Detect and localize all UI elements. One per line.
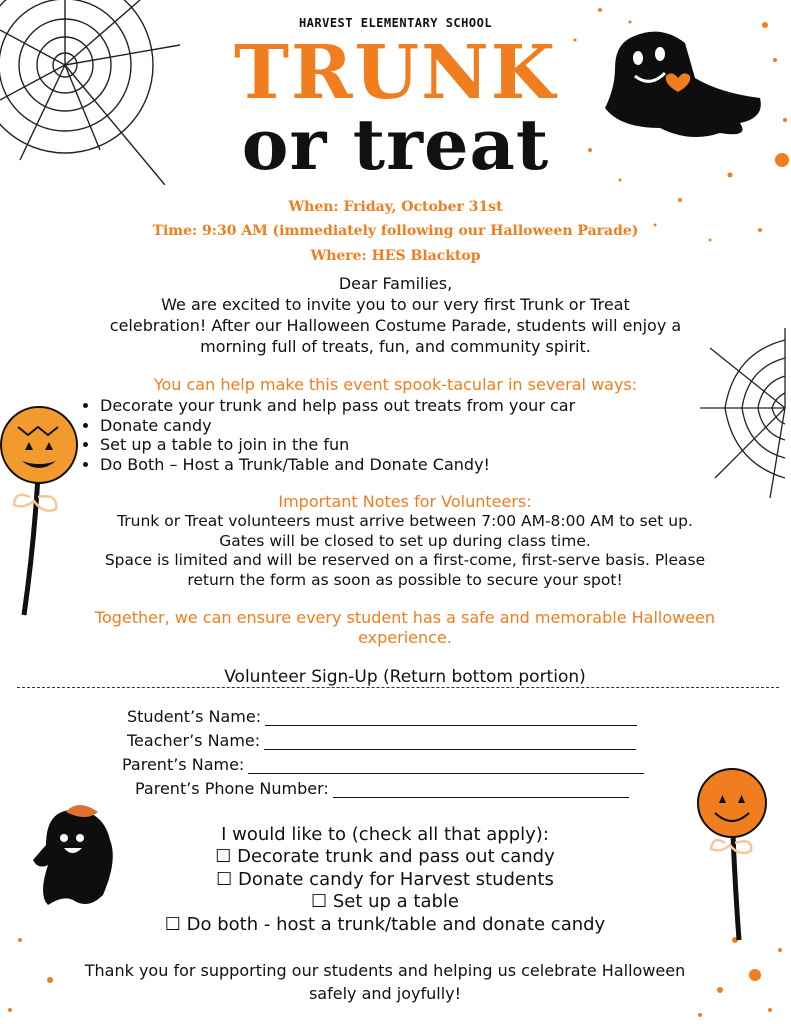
checkbox-option-donate[interactable] bbox=[0, 869, 770, 892]
signup-title: Volunteer Sign-Up (Return bottom portion) bbox=[224, 667, 586, 687]
field-label: Parent’s Phone Number: bbox=[135, 779, 329, 798]
closing-line: Thank you for supporting our students and helping us celebrate Halloween bbox=[84, 961, 686, 980]
check-label: Decorate trunk and pass out candy bbox=[237, 846, 555, 867]
intro-line: celebration! After our Halloween Costume Parade, students will enjoy a bbox=[109, 316, 682, 335]
field-label: Parent’s Name: bbox=[122, 755, 245, 774]
title-or-treat: or treat bbox=[241, 103, 550, 186]
event-time: Time: 9:30 AM (immediately following our Halloween Parade) bbox=[152, 223, 639, 239]
list-item: • Set up a table to join in the fun bbox=[100, 435, 720, 455]
notes-line: return the form as soon as possible to secure your spot! bbox=[187, 570, 623, 589]
notes-heading: Important Notes for Volunteers: bbox=[278, 492, 532, 511]
student-name-field[interactable] bbox=[127, 707, 637, 726]
checkbox-option-decorate[interactable] bbox=[0, 846, 770, 869]
cut-line bbox=[17, 687, 779, 688]
intro-line: morning full of treats, fun, and community spirit. bbox=[200, 337, 591, 356]
event-where: Where: HES Blacktop bbox=[310, 248, 481, 264]
parent-phone-field[interactable] bbox=[135, 779, 629, 798]
list-item: • Donate candy bbox=[100, 416, 720, 436]
check-label: Set up a table bbox=[332, 891, 460, 912]
checkbox-option-table[interactable] bbox=[0, 891, 770, 914]
teacher-name-field[interactable] bbox=[127, 731, 636, 750]
title-trunk: TRUNK bbox=[233, 30, 558, 116]
closing-message bbox=[0, 959, 770, 1005]
checkbox-icon[interactable]: ☐ bbox=[310, 891, 333, 912]
check-label: Donate candy for Harvest students bbox=[238, 868, 554, 890]
notes-line: Trunk or Treat volunteers must arrive between 7:00 AM-8:00 AM to set up. bbox=[117, 512, 693, 530]
field-label: Student’s Name: bbox=[127, 707, 262, 726]
together-line: Together, we can ensure every student has a safe and memorable Halloween bbox=[94, 608, 716, 627]
parent-name-line[interactable] bbox=[248, 757, 644, 774]
intro-paragraph bbox=[0, 273, 791, 357]
notes-paragraph bbox=[0, 512, 791, 590]
intro-line: We are excited to invite you to our very first Trunk or Treat bbox=[161, 295, 630, 314]
closing-line: safely and joyfully! bbox=[308, 984, 462, 1003]
notes-line: Space is limited and will be reserved on a first-come, first-serve basis. Please bbox=[104, 551, 706, 569]
check-list bbox=[0, 846, 770, 936]
check-label: Do both - host a trunk/table and donate candy bbox=[186, 913, 606, 935]
together-line: experience. bbox=[358, 628, 452, 647]
greeting: Dear Families, bbox=[338, 274, 453, 293]
event-when: When: Friday, October 31st bbox=[288, 199, 503, 215]
teacher-name-line[interactable] bbox=[264, 733, 636, 750]
student-name-line[interactable] bbox=[265, 709, 637, 726]
together-statement bbox=[0, 608, 791, 648]
checkbox-option-both[interactable] bbox=[0, 914, 770, 937]
help-list bbox=[80, 396, 720, 474]
list-item: • Do Both – Host a Trunk/Table and Donate Candy! bbox=[100, 455, 720, 475]
checkbox-icon[interactable]: ☐ bbox=[216, 868, 239, 890]
field-label: Teacher’s Name: bbox=[127, 731, 261, 750]
checkbox-icon[interactable]: ☐ bbox=[164, 913, 187, 935]
list-item: • Decorate your trunk and help pass out treats from your car bbox=[100, 396, 720, 416]
parent-name-field[interactable] bbox=[122, 755, 644, 774]
check-heading: I would like to (check all that apply): bbox=[221, 824, 549, 845]
checkbox-icon[interactable]: ☐ bbox=[215, 846, 238, 867]
notes-line: Gates will be closed to set up during class time. bbox=[219, 531, 591, 550]
parent-phone-line[interactable] bbox=[333, 781, 629, 798]
school-name: HARVEST ELEMENTARY SCHOOL bbox=[298, 16, 493, 30]
help-heading: You can help make this event spook-tacular in several ways: bbox=[153, 375, 638, 394]
